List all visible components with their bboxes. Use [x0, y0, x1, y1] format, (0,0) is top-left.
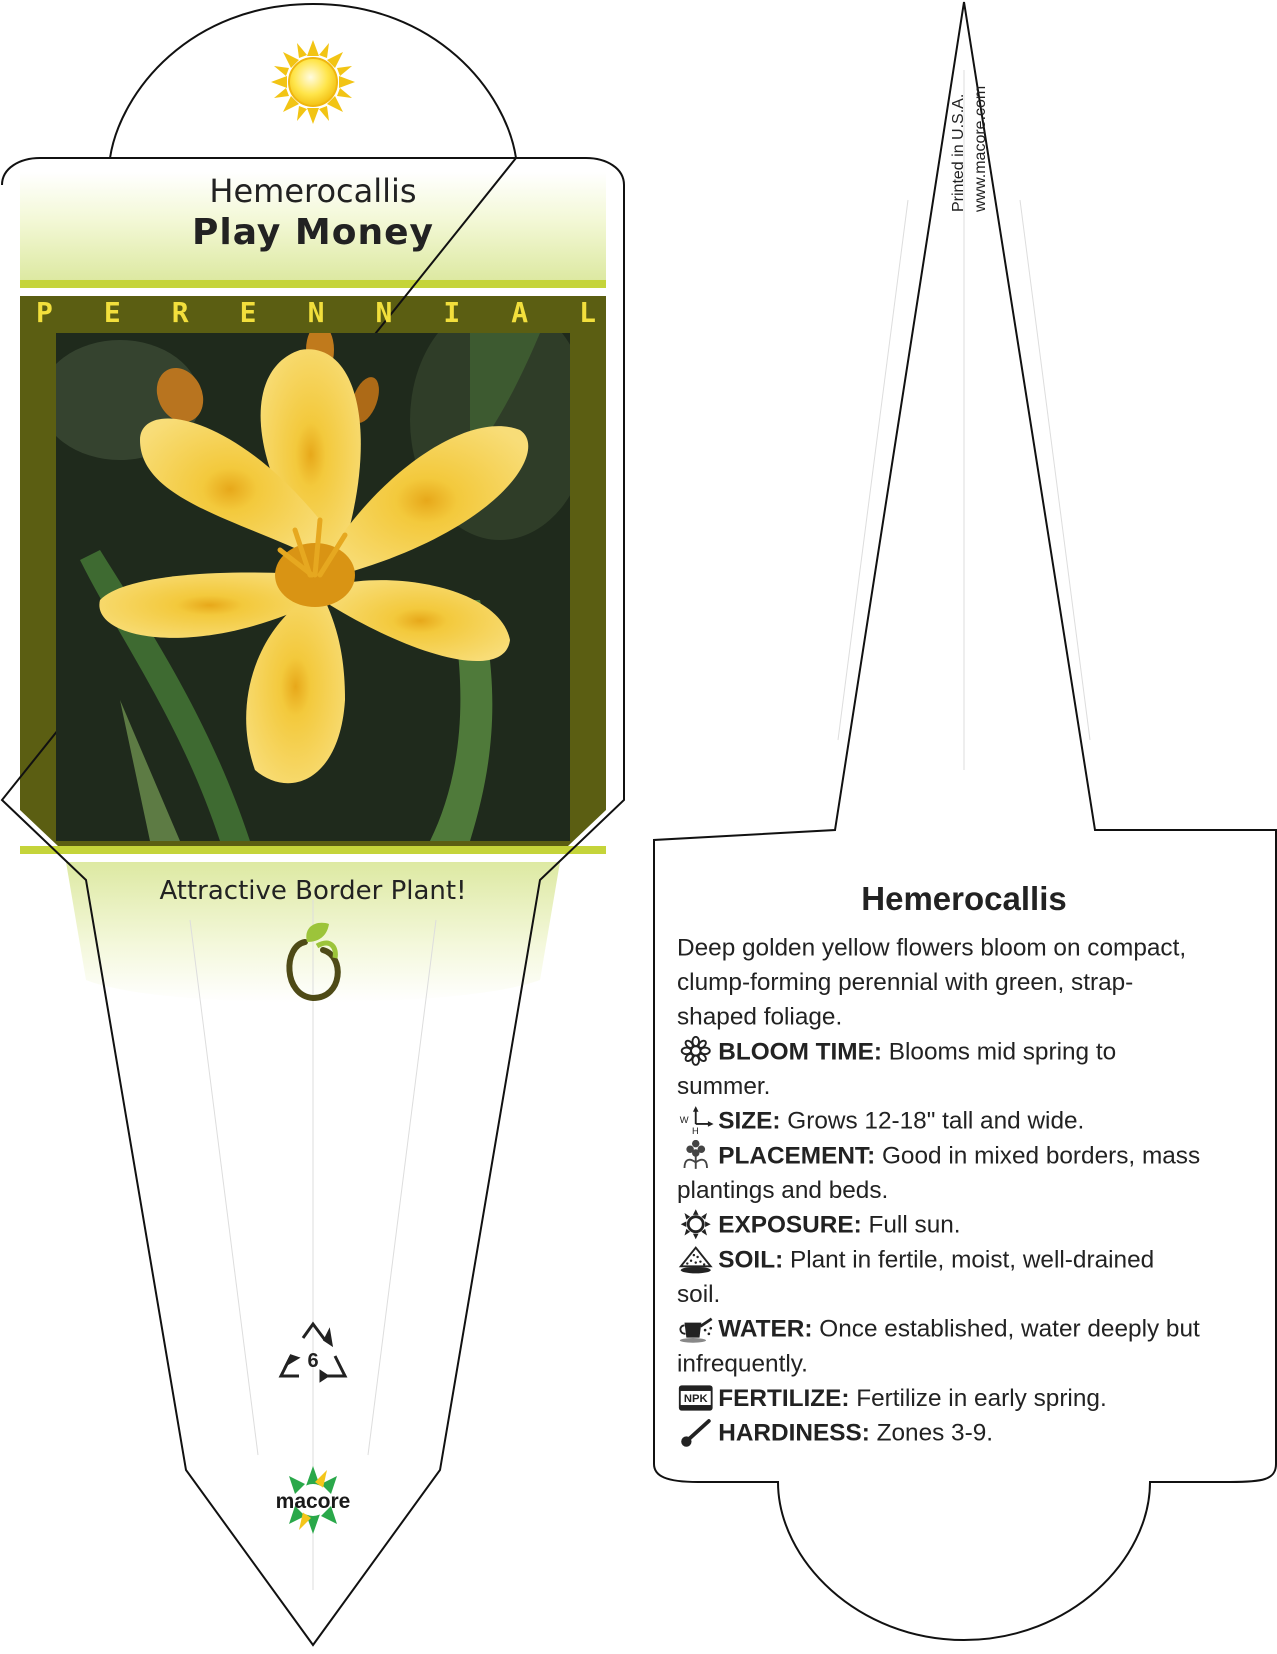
back-title: Hemerocallis	[861, 880, 1067, 917]
printed-line-1: Printed in U.S.A.	[950, 93, 967, 212]
category-letter: I	[443, 296, 461, 329]
placement-icon	[677, 1140, 714, 1170]
soil-icon	[677, 1244, 714, 1274]
size-icon-h: H	[691, 1126, 699, 1136]
attr-text: Once established, water deeply but infrequently.	[677, 1314, 1200, 1377]
attr-text: Full sun.	[861, 1210, 961, 1239]
attr-label: FERTILIZE:	[718, 1383, 850, 1412]
attr-water	[677, 1311, 1202, 1380]
lime-band-bottom	[20, 846, 606, 854]
front-genus: Hemerocallis	[209, 172, 417, 210]
front-tagline: Attractive Border Plant!	[159, 876, 467, 906]
npk-icon	[677, 1383, 714, 1413]
attr-size	[677, 1103, 1202, 1138]
sun-icon	[271, 40, 355, 124]
watering-can-icon	[677, 1313, 714, 1343]
attr-label: EXPOSURE:	[718, 1210, 862, 1239]
attr-label: PLACEMENT:	[718, 1140, 876, 1169]
flower-icon	[677, 1036, 714, 1066]
category-letter: L	[579, 296, 596, 329]
attr-label: BLOOM TIME:	[718, 1036, 882, 1065]
attr-text: Zones 3-9.	[869, 1418, 994, 1447]
attr-label: SOIL:	[718, 1244, 784, 1273]
category-letter: P	[36, 296, 53, 329]
plant-description: Deep golden yellow flowers bloom on compact, clump-forming perennial with green, strap-shaped foliage.	[677, 932, 1187, 1031]
attr-fertilize	[677, 1381, 1202, 1416]
category-label	[36, 296, 596, 329]
brand-logo-text: macore	[275, 1490, 351, 1513]
attr-label: HARDINESS:	[718, 1418, 870, 1447]
recycle-code: 6	[307, 1350, 319, 1372]
front-cultivar: Play Money	[192, 212, 434, 253]
category-letter: E	[239, 296, 257, 329]
category-letter: A	[511, 296, 529, 329]
thermometer-icon	[677, 1417, 714, 1447]
care-info	[677, 930, 1202, 1450]
attr-soil	[677, 1242, 1202, 1311]
attr-bloom-time	[677, 1034, 1202, 1103]
attr-text: Fertilize in early spring.	[849, 1383, 1107, 1412]
size-icon	[677, 1105, 714, 1135]
npk-icon-text: NPK	[683, 1393, 708, 1406]
category-letter: N	[307, 296, 325, 329]
attr-text: Blooms mid spring to summer.	[677, 1036, 1117, 1100]
category-letter: N	[375, 296, 393, 329]
attr-text: Grows 12-18" tall and wide.	[780, 1106, 1085, 1135]
attr-label: WATER:	[718, 1314, 813, 1343]
printed-note	[948, 42, 989, 212]
size-icon-w: W	[679, 1115, 689, 1126]
daylily-photo	[40, 300, 590, 841]
attr-text: Good in mixed borders, mass plantings and beds.	[677, 1140, 1201, 1204]
attr-label: SIZE:	[718, 1106, 781, 1135]
printed-line-2: www.macore.com	[972, 85, 989, 212]
attr-hardiness	[677, 1415, 1202, 1450]
attr-text: Plant in fertile, moist, well-drained soil.	[677, 1244, 1155, 1308]
sun-outline-icon	[677, 1209, 714, 1239]
attr-placement	[677, 1138, 1202, 1207]
category-letter: R	[171, 296, 189, 329]
lime-band-top	[20, 280, 606, 288]
attr-exposure	[677, 1207, 1202, 1242]
category-letter: E	[103, 296, 121, 329]
